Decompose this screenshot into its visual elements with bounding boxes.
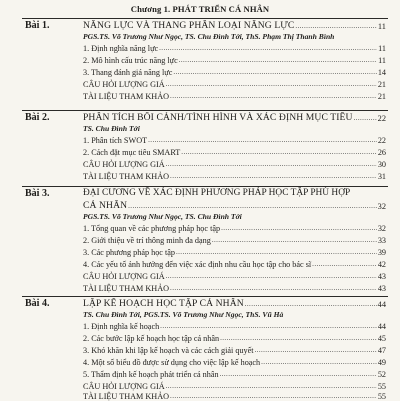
leader-dots [181,148,377,157]
entry-text: CÂU HỎI LƯỢNG GIÁ [83,272,165,281]
leader-dots [160,322,377,331]
toc-entry[interactable] [83,42,386,53]
leader-dots [128,202,376,211]
page-number: 39 [377,248,386,257]
entry-text: 3. Các phương pháp học tập [83,248,175,257]
toc-entry[interactable] [83,134,386,145]
lesson-title-text: PHÂN TÍCH BỐI CẢNH/TÌNH HÌNH VÀ XÁC ĐỊNH MỤC TIÊU [83,112,353,123]
entry-text: CÂU HỎI LƯỢNG GIÁ [83,160,165,169]
entry-text: 1. Định nghĩa năng lực [83,44,159,53]
entry-text: 2. Các bước lập kế hoạch học tập cá nhân [83,334,220,343]
toc-entry[interactable] [83,390,386,401]
lesson-divider [22,110,388,111]
leader-dots [255,346,377,355]
page-number: 42 [377,260,386,269]
page-number: 55 [377,392,386,401]
entry-text: TÀI LIỆU THAM KHẢO [83,392,170,401]
entry-text: 1. Phân tích SWOT [83,136,148,145]
page-number: 44 [377,322,386,331]
leader-dots [159,44,377,53]
entry-text: CÂU HỎI LƯỢNG GIÁ [83,80,165,89]
page-number: 11 [377,22,386,31]
leader-dots [166,80,377,89]
page-number: 14 [377,68,386,77]
lesson-title[interactable] [83,20,386,31]
leader-dots [179,56,377,65]
page-number: 43 [377,284,386,293]
page-number: 52 [377,370,386,379]
leader-dots [261,358,377,367]
page-number: 32 [377,224,386,233]
lesson-number: Bài 4. [25,298,50,309]
leader-dots [176,248,377,257]
toc-entry[interactable] [83,368,386,379]
lesson-title-text: NĂNG LỰC VÀ THANG PHÂN LOẠI NĂNG LỰC [83,20,295,31]
leader-dots [170,284,377,293]
leader-dots [170,92,377,101]
lesson-authors: PGS.TS. Võ Trương Như Ngọc, TS. Chu Đình Tới [83,212,242,221]
page-number: 31 [377,172,386,181]
lesson-number: Bài 1. [25,20,50,31]
page-number: 43 [377,272,386,281]
lesson-title-text: CÁ NHÂN [83,200,128,211]
entry-text: CÂU HỎI LƯỢNG GIÁ [83,382,165,391]
entry-text: 5. Thẩm định kế hoạch phát triển cá nhân [83,370,219,379]
page-number: 21 [377,80,386,89]
leader-dots [295,22,377,31]
entry-text: 1. Tổng quan về các phương pháp học tập [83,224,221,233]
entry-text: TÀI LIỆU THAM KHẢO [83,92,170,101]
entry-text: 3. Thang đánh giá năng lực [83,68,173,77]
toc-entry[interactable] [83,78,386,89]
page-number: 32 [377,202,386,211]
page-number: 44 [377,300,386,309]
page-number: 49 [377,358,386,367]
toc-entry[interactable] [83,66,386,77]
leader-dots [148,136,377,145]
leader-dots [212,236,377,245]
leader-dots [220,334,377,343]
toc-entry[interactable] [83,158,386,169]
toc-entry[interactable] [83,320,386,331]
page-number: 22 [377,136,386,145]
lesson-title-text: LẬP KẾ HOẠCH HỌC TẬP CÁ NHÂN [83,298,244,309]
leader-dots [220,370,377,379]
leader-dots [245,300,377,309]
page-number: 11 [378,56,386,65]
entry-text: TÀI LIỆU THAM KHẢO [83,284,170,293]
entry-text: 2. Cách đặt mục tiêu SMART [83,148,181,157]
leader-dots [166,272,377,281]
toc-entry[interactable] [83,270,386,281]
lesson-title[interactable] [83,112,386,123]
lesson-title-line-1[interactable]: ĐẠI CƯƠNG VỀ XÁC ĐỊNH PHƯƠNG PHÁP HỌC TẬP PHÙ HỢP [83,188,351,198]
page-number: 47 [377,346,386,355]
page-number: 22 [377,114,386,123]
page-number: 11 [378,44,386,53]
lesson-authors: TS. Chu Đình Tới [83,124,140,133]
entry-text: 3. Khó khăn khi lập kế hoạch và các cách giải quyết [83,346,254,355]
leader-dots [166,160,377,169]
entry-text: 2. Mô hình cấu trúc năng lực [83,56,178,65]
lesson-divider [22,18,388,19]
page-number: 33 [377,236,386,245]
lesson-number: Bài 3. [25,188,50,199]
lesson-divider [22,186,388,187]
entry-text: 2. Giới thiệu về trí thông minh đa dạng [83,236,211,245]
page-number: 26 [377,148,386,157]
leader-dots [173,68,376,77]
leader-dots [170,172,377,181]
lesson-number: Bài 2. [25,112,50,123]
toc-entry[interactable] [83,258,386,269]
toc-entry[interactable] [83,344,386,355]
entry-text: 4. Một số biểu đồ được sử dụng cho việc lập kế hoạch [83,358,261,367]
page-number: 30 [377,160,386,169]
toc-entry[interactable] [83,356,386,367]
toc-entry[interactable] [83,146,386,157]
lesson-divider [22,296,388,297]
toc-entry[interactable] [83,222,386,233]
page-number: 45 [377,334,386,343]
page-number: 55 [377,382,386,391]
leader-dots [221,224,377,233]
leader-dots [312,260,377,269]
toc-entry[interactable] [83,282,386,293]
lesson-authors: PGS.TS. Võ Trương Như Ngọc, TS. Chu Đình Tới, ThS. Phạm Thị Thanh Bình [83,32,335,41]
chapter-title: Chương 1. PHÁT TRIỂN CÁ NHÂN [130,4,270,14]
toc-entry[interactable] [83,54,386,65]
toc-entry[interactable] [83,332,386,343]
lesson-title[interactable] [83,298,386,309]
toc-entry[interactable] [83,234,386,245]
lesson-authors: TS. Chu Đình Tới, PGS.TS. Võ Trương Như Ngọc, ThS. Vũ Hà [83,310,284,319]
leader-dots [354,114,377,123]
entry-text: 4. Các yếu tố ảnh hưởng đến việc xác định nhu cầu học tập cho bác sĩ [83,260,312,269]
page-number: 21 [377,92,386,101]
lesson-title-line-2[interactable] [83,200,386,211]
entry-text: TÀI LIỆU THAM KHẢO [83,172,170,181]
toc-entry[interactable] [83,90,386,101]
entry-text: 1. Định nghĩa kế hoạch [83,322,160,331]
toc-entry[interactable] [83,246,386,257]
toc-entry[interactable] [83,170,386,181]
